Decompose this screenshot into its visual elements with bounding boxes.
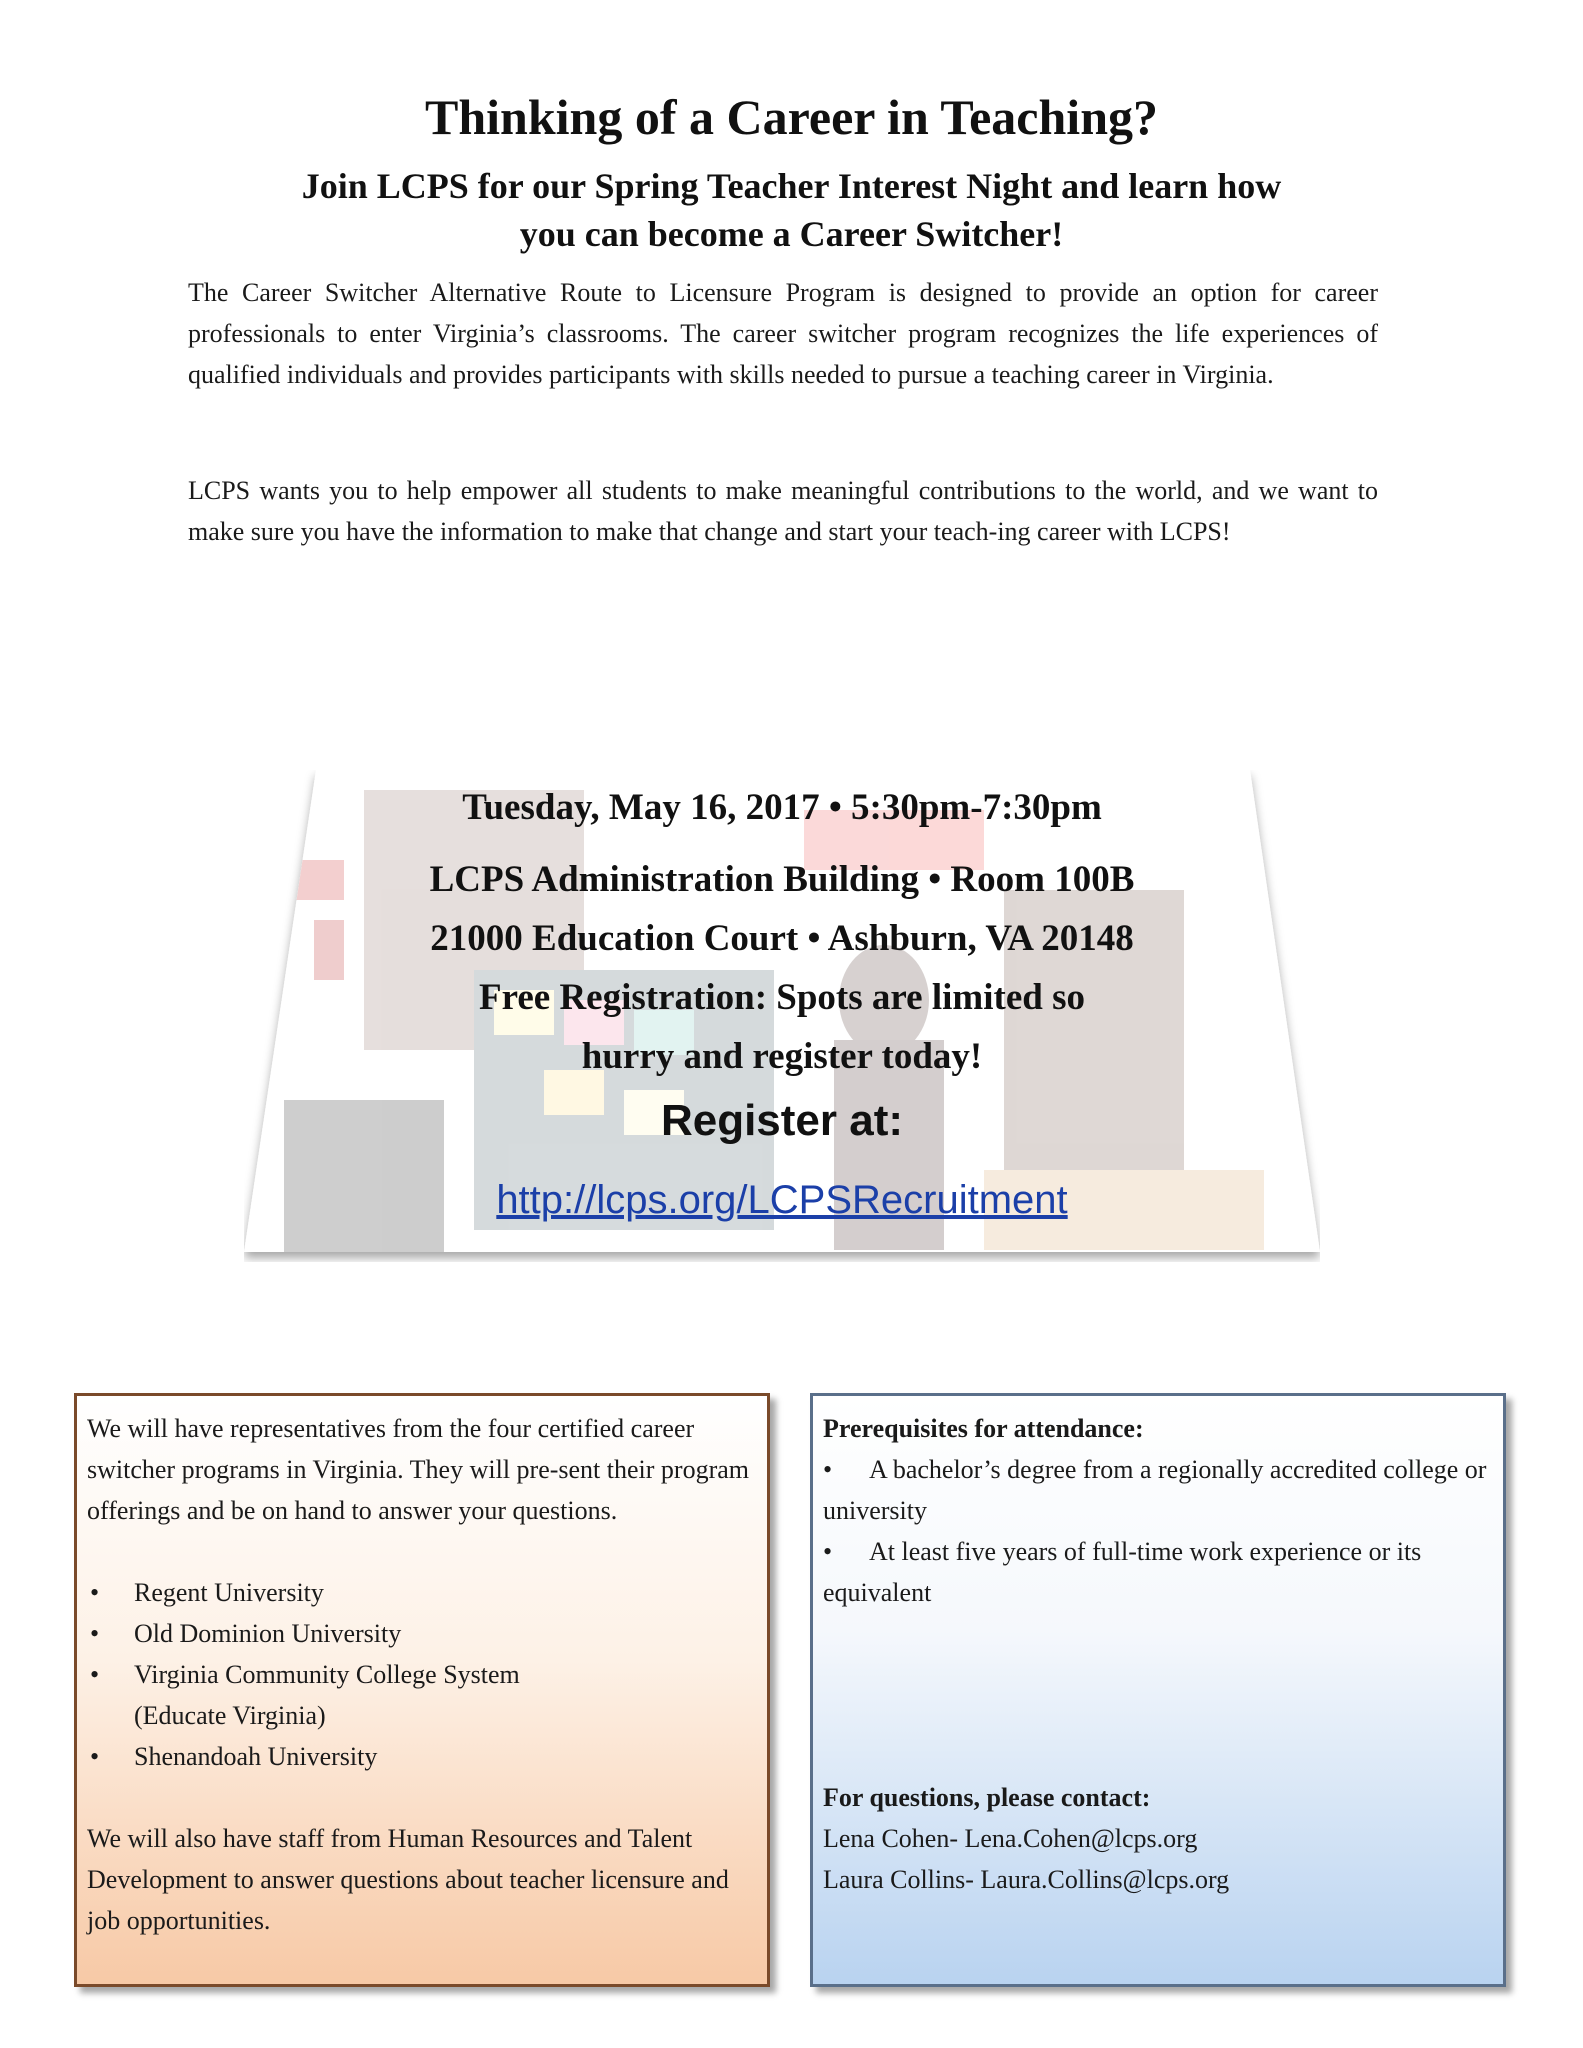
event-address: 21000 Education Court • Ashburn, VA 20148 xyxy=(430,918,1134,959)
list-item xyxy=(87,1736,757,1777)
list-item xyxy=(87,1572,757,1613)
contact-line: Laura Collins- Laura.Collins@lcps.org xyxy=(823,1865,1230,1894)
page-subtitle xyxy=(200,162,1383,258)
intro-paragraph-2: LCPS wants you to help empower all students to make meaningful contributions to the world, and we want to make sure you have the information to make that change and start your teach-ing career with LCPS! xyxy=(188,476,1378,546)
prerequisite-text: A bachelor’s degree from a regionally accredited college or university xyxy=(823,1455,1487,1525)
program-name: Regent University xyxy=(134,1578,324,1607)
subtitle-line-2: you can become a Career Switcher! xyxy=(519,214,1064,254)
programs-closing-text: We will also have staff from Human Resources and Talent Development to answer questions about teacher licensure and job opportunities. xyxy=(87,1824,729,1935)
programs-list xyxy=(87,1572,757,1777)
page-title: Thinking of a Career in Teaching? xyxy=(424,89,1159,145)
bullet-icon: • xyxy=(823,1537,833,1566)
bullet-icon: • xyxy=(90,1578,100,1607)
program-name: Virginia Community College System (Educate Virginia) xyxy=(134,1660,520,1730)
program-name: Shenandoah University xyxy=(134,1742,378,1771)
intro-paragraph-1: The Career Switcher Alternative Route to Licensure Program is designed to provide an option for career professionals to enter Virginia’s classrooms. The career switcher program recognizes the life experiences of qualified individuals and provides participants with skills needed to pursue a teaching career in Virginia. xyxy=(188,278,1378,389)
spacer xyxy=(87,1531,757,1572)
prerequisites-box xyxy=(810,1393,1506,1987)
contact-heading: For questions, please contact: xyxy=(823,1783,1151,1812)
programs-intro-text: We will have representatives from the four certified career switcher programs in Virginia. They will pre-sent their program offerings and be on hand to answer your questions. xyxy=(87,1414,750,1525)
list-item xyxy=(87,1613,757,1654)
event-card xyxy=(244,770,1320,1262)
programs-info-box xyxy=(74,1393,770,1987)
event-date-time: Tuesday, May 16, 2017 • 5:30pm-7:30pm xyxy=(462,787,1102,828)
prerequisites-list xyxy=(823,1449,1493,1613)
prerequisite-text: At least five years of full-time work experience or its equivalent xyxy=(823,1537,1422,1607)
subtitle-line-1: Join LCPS for our Spring Teacher Interest Night and learn how xyxy=(301,166,1282,206)
event-location: LCPS Administration Building • Room 100B xyxy=(429,859,1135,900)
register-at-label: Register at: xyxy=(660,1096,904,1145)
program-name: Old Dominion University xyxy=(134,1619,402,1648)
list-item xyxy=(823,1531,1493,1613)
spacer xyxy=(87,1777,757,1818)
list-item xyxy=(823,1449,1493,1531)
contact-line: Lena Cohen- Lena.Cohen@lcps.org xyxy=(823,1824,1198,1853)
registration-link[interactable]: http://lcps.org/LCPSRecruitment xyxy=(496,1178,1068,1222)
bullet-icon: • xyxy=(823,1455,833,1484)
bullet-icon: • xyxy=(90,1660,100,1689)
registration-note-line-1: Free Registration: Spots are limited so xyxy=(479,977,1085,1018)
spacer xyxy=(823,1613,1493,1777)
prerequisites-heading: Prerequisites for attendance: xyxy=(823,1414,1144,1443)
registration-note-line-2: hurry and register today! xyxy=(581,1036,983,1077)
list-item xyxy=(87,1654,757,1736)
bullet-icon: • xyxy=(90,1619,100,1648)
bullet-icon: • xyxy=(90,1742,100,1771)
